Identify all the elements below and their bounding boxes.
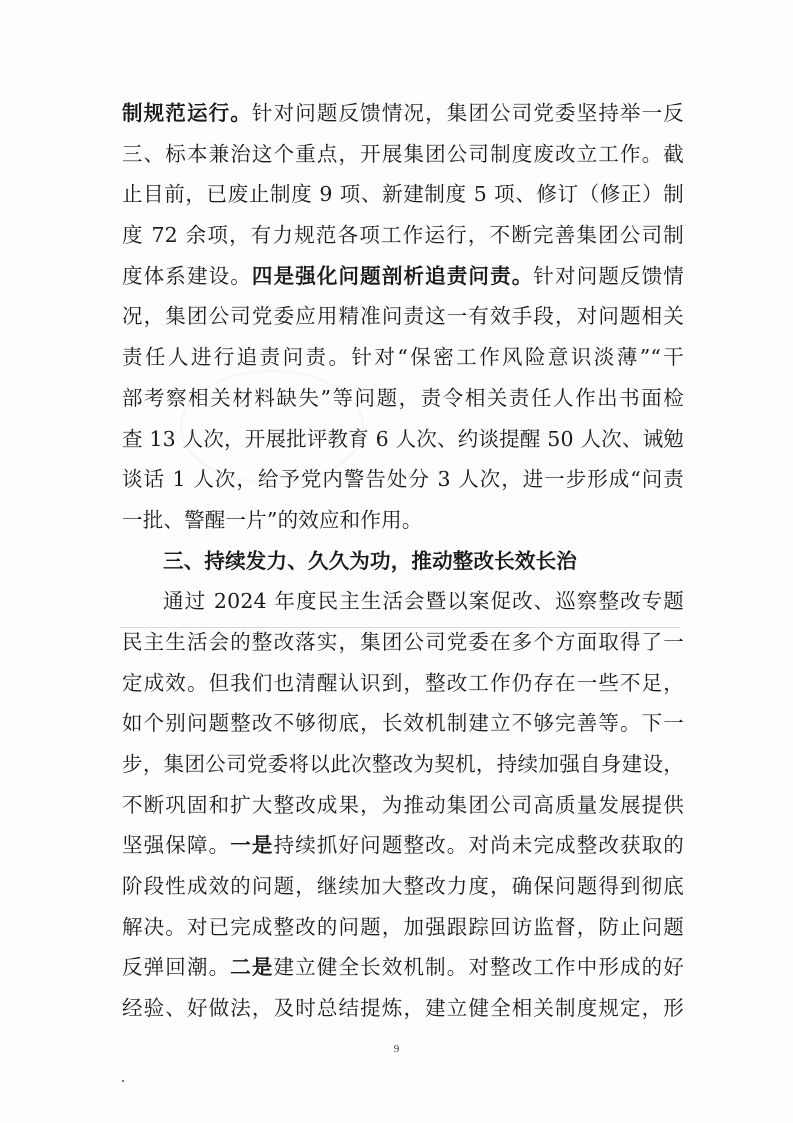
page-number: 9 (393, 1043, 400, 1055)
text-segment: 经验、好做法，及时总结提炼，建立健全相关制度规定，形 (122, 996, 684, 1021)
text-segment: 度体系建设。 (122, 263, 252, 288)
bold-phrase: 一是 (230, 833, 274, 858)
text-segment: 阶段性成效的问题，继续加大整改力度，确保问题得到彻底 (122, 874, 684, 899)
text-line (122, 907, 684, 948)
text-line (122, 215, 684, 256)
text-line (122, 622, 684, 663)
bold-phrase: 制规范运行。 (122, 101, 252, 125)
text-line (122, 663, 684, 704)
text-segment: 持续抓好问题整改。对尚未完成整改获取的 (273, 833, 684, 858)
text-segment: 况，集团公司党委应用精准问责这一有效手段，对问题相关 (122, 304, 684, 329)
text-segment: 反弹回潮。 (122, 955, 231, 980)
text-segment: 坚强保障。 (122, 833, 231, 858)
text-line (122, 825, 684, 866)
text-segment: 一批、警醒一片”的效应和作用。 (122, 507, 423, 532)
text-line (122, 174, 684, 215)
text-line (122, 947, 684, 988)
text-segment: 针对问题反馈情 (533, 263, 684, 288)
text-segment: 通过 2024 年度民主生活会暨以案促改、巡察整改专题 (163, 589, 684, 614)
text-line (122, 581, 684, 622)
text-segment: 定成效。但我们也清醒认识到，整改工作仍存在一些不足， (122, 670, 684, 695)
text-line (122, 500, 684, 541)
text-line (122, 337, 684, 378)
text-line (122, 378, 684, 419)
text-line (122, 256, 684, 297)
text-segment: 责任人进行追责问责。针对“保密工作风险意识淡薄”“干 (122, 345, 684, 370)
text-line (122, 744, 684, 785)
text-line (122, 785, 684, 826)
text-segment: 民主生活会的整改落实，集团公司党委在多个方面取得了一 (122, 629, 684, 654)
text-line (122, 988, 684, 1029)
text-segment: 度 72 余项，有力规范各项工作运行，不断完善集团公司制 (122, 223, 684, 248)
text-line (122, 296, 684, 337)
text-line (122, 419, 684, 460)
text-segment: 谈话 1 人次，给予党内警告处分 3 人次，进一步形成“问责 (122, 467, 684, 492)
text-line (122, 459, 684, 500)
text-line (122, 703, 684, 744)
text-segment: 查 13 人次，开展批评教育 6 人次、约谈提醒 50 人次、诫勉 (122, 426, 684, 451)
body-text (122, 93, 684, 1029)
bold-phrase: 二是 (230, 955, 274, 980)
text-line (122, 134, 684, 175)
text-segment: 步，集团公司党委将以此次整改为契机，持续加强自身建设， (122, 752, 684, 776)
text-line (122, 93, 684, 134)
text-segment: 止目前，已废止制度 9 项、新建制度 5 项、修订（修正）制 (122, 182, 684, 207)
text-segment: 如个别问题整改不够彻底，长效机制建立不够完善等。下一 (122, 711, 684, 736)
text-segment: 解决。对已完成整改的问题，加强跟踪回访监督，防止问题 (122, 914, 684, 939)
text-segment: 部考察相关材料缺失”等问题，责令相关责任人作出书面检 (122, 385, 684, 410)
section-heading: 三、持续发力、久久为功，推动整改长效长治 (163, 548, 577, 573)
bold-phrase: 四是强化问题剖析追责问责。 (251, 263, 534, 288)
text-segment: 不断巩固和扩大整改成果，为推动集团公司高质量发展提供 (122, 792, 684, 817)
scan-speck (122, 1080, 124, 1082)
text-segment: 三、标本兼治这个重点，开展集团公司制度废改立工作。截 (122, 141, 684, 166)
text-segment: 建立健全长效机制。对整改工作中形成的好 (273, 955, 684, 980)
text-segment: 针对问题反馈情况，集团公司党委坚持举一反 (251, 101, 685, 125)
text-line (122, 866, 684, 907)
